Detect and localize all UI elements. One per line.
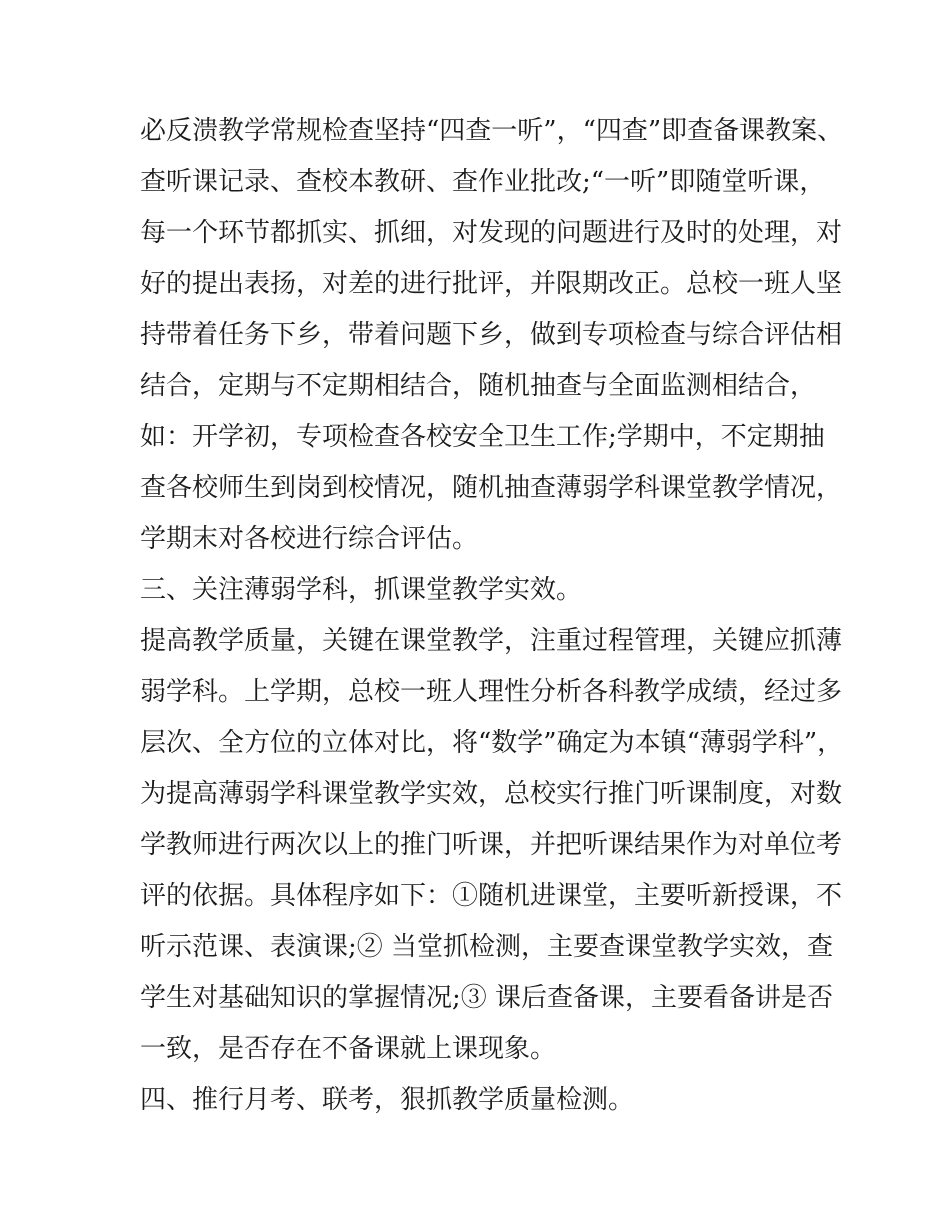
text-line: 查各校师生到岗到校情况，随机抽查薄弱学科课堂教学情况， (140, 473, 843, 503)
text-line: 一致，是否存在不备课就上课现象。 (140, 1034, 557, 1064)
text-line: 学期末对各校进行综合评估。 (140, 524, 479, 554)
section-heading-3: 三、关注薄弱学科，抓课堂教学实效。 (140, 575, 583, 605)
text-line: 每一个环节都抓实、抓细，对发现的问题进行及时的处理，对 (140, 218, 843, 248)
text-line: 层次、全方位的立体对比，将“数学”确定为本镇“薄弱学科”， (140, 728, 844, 758)
text-line: 提高教学质量，关键在课堂教学，注重过程管理，关键应抓薄 (140, 626, 843, 656)
text-line: 必反溃教学常规检查坚持“四查一听”，“四查”即查备课教案、 (140, 116, 844, 146)
text-line: 持带着任务下乡，带着问题下乡，做到专项检查与综合评估相 (140, 320, 843, 350)
text-line: 听示范课、表演课;② 当堂抓检测，主要查课堂教学实效，查 (140, 932, 834, 962)
text-line: 学生对基础知识的掌握情况;③ 课后查备课，主要看备讲是否 (140, 983, 834, 1013)
text-line: 为提高薄弱学科课堂教学实效，总校实行推门听课制度，对数 (140, 779, 843, 809)
text-line: 结合，定期与不定期相结合，随机抽查与全面监测相结合， (140, 371, 817, 401)
text-line: 查听课记录、查校本教研、查作业批改;“一听”即随堂听课， (140, 167, 826, 197)
text-line: 学教师进行两次以上的推门听课，并把听课结果作为对单位考 (140, 830, 843, 860)
section-heading-4: 四、推行月考、联考，狠抓教学质量检测。 (140, 1085, 635, 1115)
document-body (140, 106, 844, 1126)
text-line: 好的提出表扬，对差的进行批评，并限期改正。总校一班人坚 (140, 269, 843, 299)
text-line: 弱学科。上学期，总校一班人理性分析各科教学成绩，经过多 (140, 677, 843, 707)
text-line: 如：开学初，专项检查各校安全卫生工作;学期中，不定期抽 (140, 422, 825, 452)
text-line: 评的依据。具体程序如下：①随机进课堂，主要听新授课，不 (140, 881, 843, 911)
